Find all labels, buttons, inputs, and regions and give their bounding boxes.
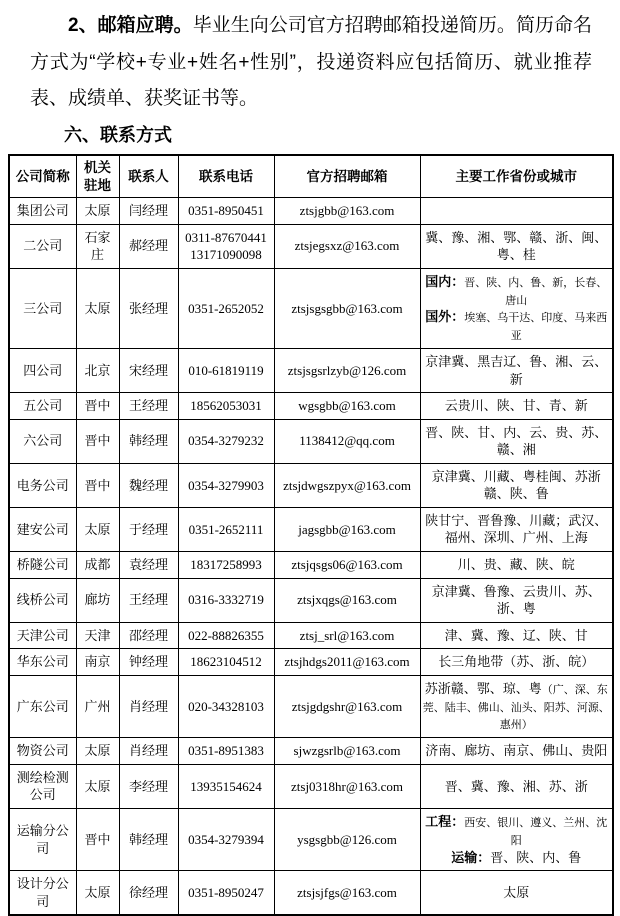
region-text: 京津冀、鲁豫、云贵川、苏、浙、粤 — [431, 583, 601, 617]
region-line — [423, 353, 611, 388]
region-line — [423, 627, 611, 645]
document-page — [0, 8, 620, 916]
table-row — [9, 507, 613, 551]
phone-cell: 0351-8950247 — [178, 871, 274, 916]
location-cell: 太原 — [76, 871, 119, 916]
location-cell: 天津 — [76, 622, 119, 649]
region-label: 国外： — [425, 309, 465, 325]
region-line — [423, 742, 611, 760]
table-row — [9, 871, 613, 916]
phone-cell: 0354-3279394 — [178, 808, 274, 870]
region-line — [423, 680, 611, 734]
region-line — [423, 468, 611, 503]
email-cell: ztsjgbb@163.com — [274, 198, 420, 225]
region-text: （广、深、东莞、陆丰、佛山、汕头、阳苏、河源、惠州） — [422, 683, 610, 732]
regions-cell — [420, 419, 613, 463]
region-line — [423, 653, 611, 671]
regions-cell — [420, 268, 613, 348]
location-cell: 廊坊 — [76, 578, 119, 622]
column-header: 机关驻地 — [76, 155, 119, 198]
contact-cell: 宋经理 — [119, 349, 178, 393]
intro-lead: 2、邮箱应聘。 — [68, 15, 193, 36]
company-cell: 三公司 — [9, 268, 76, 348]
table-row — [9, 349, 613, 393]
region-line — [423, 308, 611, 344]
region-line — [423, 397, 611, 415]
location-cell: 石家庄 — [76, 224, 119, 268]
region-label: 国内： — [425, 273, 465, 289]
contact-cell: 肖经理 — [119, 738, 178, 765]
location-cell: 北京 — [76, 349, 119, 393]
region-text: 太原 — [503, 884, 530, 900]
region-label: 工程： — [425, 813, 465, 829]
region-line — [423, 849, 611, 867]
email-cell: ztsjhdgs2011@163.com — [274, 649, 420, 676]
region-text: 埃塞、乌干达、印度、马来西亚 — [464, 312, 608, 343]
table-row — [9, 224, 613, 268]
phone-cell: 18623104512 — [178, 649, 274, 676]
contact-cell: 于经理 — [119, 507, 178, 551]
region-line — [423, 229, 611, 264]
email-cell: ztsjgdgshr@163.com — [274, 675, 420, 738]
regions-cell — [420, 198, 613, 225]
location-cell: 晋中 — [76, 393, 119, 420]
contact-cell: 袁经理 — [119, 552, 178, 579]
email-cell: ztsjegsxz@163.com — [274, 224, 420, 268]
region-text: 晋、陕、内、鲁、新，长春、唐山 — [464, 276, 608, 307]
email-cell: 1138412@qq.com — [274, 419, 420, 463]
table-row — [9, 393, 613, 420]
region-line — [423, 273, 611, 309]
location-cell: 太原 — [76, 198, 119, 225]
company-cell: 桥隧公司 — [9, 552, 76, 579]
region-line — [423, 556, 611, 574]
company-cell: 物资公司 — [9, 738, 76, 765]
company-cell: 五公司 — [9, 393, 76, 420]
regions-cell — [420, 463, 613, 507]
location-cell: 成都 — [76, 552, 119, 579]
location-cell: 太原 — [76, 738, 119, 765]
region-line — [423, 813, 611, 849]
location-cell: 晋中 — [76, 463, 119, 507]
phone-cell: 0351-8950451 — [178, 198, 274, 225]
region-label: 运输： — [451, 849, 491, 865]
column-header: 主要工作省份或城市 — [420, 155, 613, 198]
email-cell: wgsgbb@163.com — [274, 393, 420, 420]
column-header: 官方招聘邮箱 — [274, 155, 420, 198]
email-cell: sjwzgsrlb@163.com — [274, 738, 420, 765]
email-cell: jagsgbb@163.com — [274, 507, 420, 551]
table-row — [9, 552, 613, 579]
region-line — [423, 583, 611, 618]
section-title: 六、联系方式 — [64, 124, 172, 145]
region-text: 川、贵、藏、陕、皖 — [457, 557, 575, 572]
table-row — [9, 463, 613, 507]
company-cell: 集团公司 — [9, 198, 76, 225]
regions-cell — [420, 871, 613, 916]
regions-cell — [420, 675, 613, 738]
phone-cell: 0354-3279232 — [178, 419, 274, 463]
email-cell: ztsjsjfgs@163.com — [274, 871, 420, 916]
intro-body: 毕业生向公司官方招聘邮箱投递简历。简历命名方式为“学校+专业+姓名+性别”，投递资料应包括简历、就业推荐表、成绩单、获奖证书等。 — [30, 15, 592, 110]
contact-cell: 徐经理 — [119, 871, 178, 916]
table-row — [9, 198, 613, 225]
table-row — [9, 764, 613, 808]
table-row — [9, 675, 613, 738]
contact-cell: 闫经理 — [119, 198, 178, 225]
location-cell: 广州 — [76, 675, 119, 738]
contact-cell: 王经理 — [119, 578, 178, 622]
location-cell: 太原 — [76, 268, 119, 348]
contact-cell: 郝经理 — [119, 224, 178, 268]
email-cell: ysgsgbb@126.com — [274, 808, 420, 870]
phone-cell: 0351-2652052 — [178, 268, 274, 348]
company-cell: 运输分公司 — [9, 808, 76, 870]
region-text: 苏浙赣、鄂、琼、粤 — [424, 680, 542, 696]
regions-cell — [420, 552, 613, 579]
company-cell: 设计分公司 — [9, 871, 76, 916]
contact-table — [8, 154, 614, 916]
phone-cell: 0311-87670441 13171090098 — [178, 224, 274, 268]
column-header: 公司简称 — [9, 155, 76, 198]
contact-cell: 肖经理 — [119, 675, 178, 738]
phone-cell: 18317258993 — [178, 552, 274, 579]
phone-cell: 18562053031 — [178, 393, 274, 420]
regions-cell — [420, 507, 613, 551]
table-body — [9, 198, 613, 916]
contact-cell: 钟经理 — [119, 649, 178, 676]
region-text: 云贵川、陕、甘、青、新 — [444, 398, 588, 414]
region-text: 京津冀、黑吉辽、鲁、湘、云、新 — [425, 354, 608, 387]
contact-cell: 韩经理 — [119, 808, 178, 870]
location-cell: 太原 — [76, 764, 119, 808]
region-text: 晋、冀、豫、湘、苏、浙 — [444, 778, 588, 794]
email-cell: ztsjqsgs06@163.com — [274, 552, 420, 579]
phone-cell: 0316-3332719 — [178, 578, 274, 622]
contact-cell: 张经理 — [119, 268, 178, 348]
table-row — [9, 419, 613, 463]
regions-cell — [420, 578, 613, 622]
regions-cell — [420, 738, 613, 765]
regions-cell — [420, 349, 613, 393]
location-cell: 太原 — [76, 507, 119, 551]
region-line — [423, 512, 611, 547]
phone-cell: 022-88826355 — [178, 622, 274, 649]
contact-cell: 魏经理 — [119, 463, 178, 507]
phone-cell: 0351-2652111 — [178, 507, 274, 551]
table-row — [9, 268, 613, 348]
company-cell: 天津公司 — [9, 622, 76, 649]
region-text: 晋、陕、甘、内、云、贵、苏、赣、湘 — [425, 424, 608, 458]
table-row — [9, 622, 613, 649]
regions-cell — [420, 622, 613, 649]
location-cell: 晋中 — [76, 419, 119, 463]
contact-cell: 王经理 — [119, 393, 178, 420]
column-header: 联系电话 — [178, 155, 274, 198]
table-header-row — [9, 155, 613, 198]
region-text: 西安、银川、遵义、兰州、沈阳 — [464, 816, 608, 847]
regions-cell — [420, 764, 613, 808]
table-row — [9, 738, 613, 765]
company-cell: 四公司 — [9, 349, 76, 393]
company-cell: 华东公司 — [9, 649, 76, 676]
phone-cell: 020-34328103 — [178, 675, 274, 738]
region-line — [423, 424, 611, 459]
contact-cell: 韩经理 — [119, 419, 178, 463]
location-cell: 晋中 — [76, 808, 119, 870]
regions-cell — [420, 224, 613, 268]
phone-cell: 0354-3279903 — [178, 463, 274, 507]
email-cell: ztsj_srl@163.com — [274, 622, 420, 649]
region-line — [423, 884, 611, 902]
email-cell: ztsj0318hr@163.com — [274, 764, 420, 808]
regions-cell — [420, 393, 613, 420]
region-text: 长三角地带（苏、浙、皖） — [438, 654, 595, 670]
email-cell: ztsjsgsgbb@163.com — [274, 268, 420, 348]
email-cell: ztsjxqgs@163.com — [274, 578, 420, 622]
region-text: 冀、豫、湘、鄂、赣、浙、闽、粤、桂 — [425, 229, 608, 263]
table-row — [9, 808, 613, 870]
email-cell: ztsjsgsrlzyb@126.com — [274, 349, 420, 393]
company-cell: 线桥公司 — [9, 578, 76, 622]
region-text: 京津冀、川藏、粤桂闽、苏浙赣、陕、鲁 — [431, 468, 601, 502]
email-cell: ztsjdwgszpyx@163.com — [274, 463, 420, 507]
company-cell: 二公司 — [9, 224, 76, 268]
intro-paragraph — [30, 8, 592, 118]
table-row — [9, 578, 613, 622]
company-cell: 建安公司 — [9, 507, 76, 551]
phone-cell: 010-61819119 — [178, 349, 274, 393]
region-text: 济南、廊坊、南京、佛山、贵阳 — [425, 743, 608, 759]
region-text: 晋、陕、内、鲁 — [490, 849, 582, 865]
contact-cell: 邵经理 — [119, 622, 178, 649]
column-header: 联系人 — [119, 155, 178, 198]
phone-cell: 13935154624 — [178, 764, 274, 808]
regions-cell — [420, 649, 613, 676]
regions-cell — [420, 808, 613, 870]
company-cell: 六公司 — [9, 419, 76, 463]
region-text: 津、冀、豫、辽、陕、甘 — [444, 627, 588, 643]
location-cell: 南京 — [76, 649, 119, 676]
company-cell: 测绘检测公司 — [9, 764, 76, 808]
region-line — [423, 778, 611, 796]
phone-cell: 0351-8951383 — [178, 738, 274, 765]
table-row — [9, 649, 613, 676]
contact-cell: 李经理 — [119, 764, 178, 808]
company-cell: 电务公司 — [9, 463, 76, 507]
company-cell: 广东公司 — [9, 675, 76, 738]
region-text: 陕甘宁、晋鲁豫、川藏；武汉、福州、深圳、广州、上海 — [425, 512, 608, 546]
